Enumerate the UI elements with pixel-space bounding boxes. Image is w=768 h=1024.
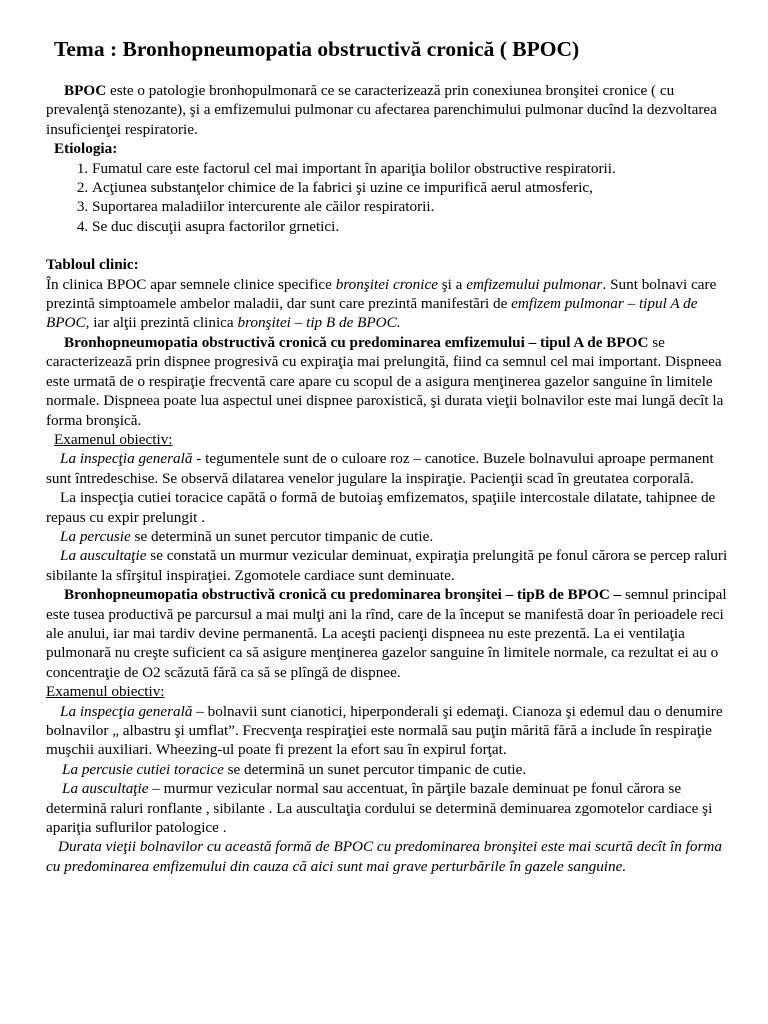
text-run: se determină un sunet percutor timpanic de cutie. — [223, 760, 527, 778]
text-run: şi a — [437, 275, 467, 293]
text-run-italic: La auscultaţie — [62, 780, 149, 798]
text-run: În clinica BPOC apar semnele clinice specifice — [46, 275, 336, 293]
text-run: , iar alţii prezintă clinica — [85, 314, 238, 332]
text-run: – bolnavii sunt cianotici, hiperponderali şi edemaţi. Cianoza şi edemul dau o denumire bolnavilor „ albastru şi umflat”. Frecvenţa respiraţiei este normală sau puţin mărită fără a include în respiraţie muşchii auxiliari. Wheezing-ul poate fi prezent la efort sau în expirul forţat. — [46, 702, 723, 759]
text-run-italic: La percusie — [60, 527, 131, 545]
intro-paragraph — [46, 81, 728, 139]
tabloul-paragraph — [46, 275, 728, 333]
tipB-bold-lead: Bronhopneumopatia obstructivă cronică cu predominarea bronşitei – tipB de BPOC – — [64, 586, 622, 604]
list-item: 2. Acţiunea substanţelor chimice de la fabrici şi uzine ce impurifică aerul atmosferic, — [92, 178, 728, 197]
tipB-percusie — [46, 760, 728, 779]
text-run: . Sunt bolnavi care prezintă simptoamele ambelor maladii, dar sunt care prezintă manifestări de — [46, 275, 717, 313]
tipA-percusie — [46, 527, 728, 546]
tipB-text: semnul principal este tusea productivă pe parcursul a mai mulţi ani la rînd, care de la început se manifestă doar în perioadele reci ale anului, iar mai tardiv devine permanentă. La aceşti pacienţi dispneea nu este prezentă. La ei ventilaţia pulmonară nu creşte suficient ca să asigure menţinerea gazelor sanguine în limitele normale, ca rezultat ei au o concentraţie de O2 scăzută fără ca să se plîngă de dispnee. — [46, 586, 727, 681]
tipA-inspectia — [46, 449, 728, 488]
text-run: – murmur vezicular normal sau accentuat, în părţile bazale deminuat pe fonul cărora se determină raluri ronflante , sibilante . La auscultaţia cordului se determină deminuarea zgomotelor cardiace şi apariţia suflurilor patologice . — [46, 780, 713, 837]
tipB-inspectia — [46, 702, 728, 760]
tipB-auscultatie — [46, 779, 728, 837]
list-item: 3. Suportarea maladiilor intercurente ale căilor respiratorii. — [92, 197, 728, 216]
text-run-italic: bronşitei – tip B de BPOC. — [237, 314, 401, 332]
text-run: se constată un murmur vezicular deminuat, expiraţia prelungită pe fonul cărora se percep raluri sibilante la sfîrşitul inspiraţiei. Zgomotele cardiace sunt deminuate. — [46, 547, 728, 584]
tabloul-heading: Tabloul clinic: — [46, 256, 139, 274]
text-run: se determină un sunet percutor timpanic de cutie. — [130, 527, 434, 545]
text-run-italic: emfizemului pulmonar — [466, 275, 603, 293]
tipA-bold-lead: Bronhopneumopatia obstructivă cronică cu predominarea emfizemului – tipul A de BPOC — [64, 333, 649, 351]
tipA-examen-heading: Examenul obiectiv: — [54, 430, 173, 448]
intro-bold-lead: BPOC — [64, 82, 107, 99]
tipA-paragraph — [46, 333, 728, 430]
tipA-text: se caracterizează prin dispnee progresivă cu expiraţia mai prelungită, fiind ca semnul cel mai important. Dispneea este urmată de o respiraţie frecventă care apare cu scopul de a asigura menţinerea gazelor sanguine în limitele normale. Dispneea poate lua aspectul unei dispnee paroxistică, şi durata vieţii bolnavilor este mai lungă decît la forma bronşică. — [46, 333, 724, 429]
text-run-italic: La percusie cutiei toracice — [62, 760, 224, 778]
list-item: 4. Se duc discuţii asupra factorilor grnetici. — [92, 217, 728, 236]
tipB-concluzie: Durata vieţii bolnavilor cu această formă de BPOC cu predominarea bronşitei este mai scurtă decît în forma cu predominarea emfizemului din cauza că aici sunt mai grave perturbările în gazele sanguine. — [46, 838, 722, 875]
text-run-italic: emfizem pulmonar – tipul A de BPOC — [46, 295, 698, 332]
tipB-paragraph — [46, 585, 728, 682]
tipA-auscultatie — [46, 546, 728, 585]
page-title: Tema : Bronhopneumopatia obstructivă cronică ( BPOC) — [54, 37, 580, 61]
tipB-examen-heading: Examenul obiectiv: — [46, 683, 165, 701]
text-run-italic: La inspecţia generală — [60, 450, 193, 468]
text-run-italic: La auscultaţie — [60, 547, 147, 565]
text-run: - tegumentele sunt de o culoare roz – canotice. Buzele bolnavului aproape permanent sunt întredeschise. Se observă dilatarea venelor jugulare la inspiraţie. Pacienţii scad în greutatea corporală. — [46, 450, 714, 487]
etiologia-list — [46, 159, 728, 237]
list-item: 1. Fumatul care este factorul cel mai important în apariţia bolilor obstructive respiratorii. — [92, 159, 728, 178]
tipA-cutie: La inspecţia cutiei toracice capătă o formă de butoiaş emfizematos, spaţiile intercostale dilatate, tahipnee de repaus cu expir prelungit . — [46, 489, 716, 526]
text-run-italic: La inspecţia generală — [60, 702, 193, 720]
etiologia-heading: Etiologia: — [54, 140, 118, 158]
intro-text: este o patologie bronhopulmonară ce se caracterizează prin conexiunea bronşitei cronice ( cu prevalenţă stenozante), şi a emfizemului pulmonar cu afectarea parenchimului pulmonar ducînd la dezvoltarea insuficienţei respiratorie. — [46, 82, 717, 138]
text-run-italic: bronşitei cronice — [335, 275, 438, 293]
